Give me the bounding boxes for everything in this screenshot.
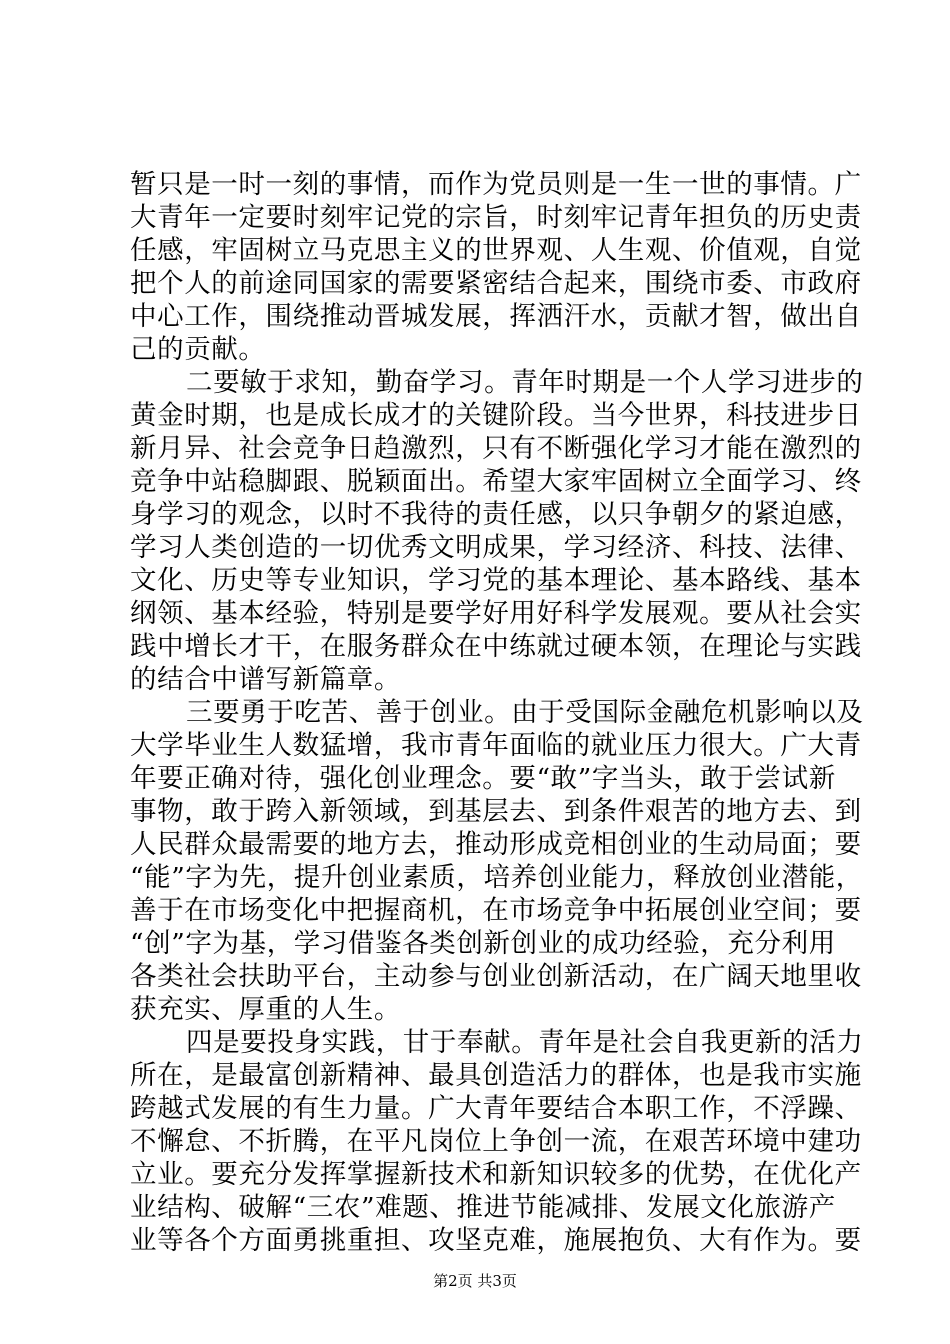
text-line: “能”字为先，提升创业素质，培养创业能力，释放创业潜能， <box>130 862 863 893</box>
text-line: 己的贡献。 <box>130 334 266 365</box>
text-line: 获充实、厚重的人生。 <box>130 994 401 1025</box>
text-line: 跨越式发展的有生力量。广大青年要结合本职工作，不浮躁、 <box>130 1093 862 1124</box>
text-line: 业结构、破解“三农”难题、推进节能减排、发展文化旅游产 <box>130 1192 836 1223</box>
text-line: “创”字为基，学习借鉴各类创新创业的成功经验，充分利用 <box>130 928 836 959</box>
text-line: 不懈怠、不折腾，在平凡岗位上争创一流，在艰苦环境中建功 <box>130 1126 862 1157</box>
text-line: 的结合中谱写新篇章。 <box>130 664 401 695</box>
paragraph-start-line: 三要勇于吃苦、善于创业。由于受国际金融危机影响以及 <box>186 697 864 728</box>
text-line: 业等各个方面勇挑重担、攻坚克难，施展抱负、大有作为。要 <box>130 1225 862 1256</box>
paragraph-start-line: 四是要投身实践，甘于奉献。青年是社会自我更新的活力 <box>186 1027 864 1058</box>
page-number-footer: 第2页 共3页 <box>433 1272 517 1290</box>
text-line: 立业。要充分发挥掌握新技术和新知识较多的优势，在优化产 <box>130 1159 862 1190</box>
text-line: 任感，牢固树立马克思主义的世界观、人生观、价值观，自觉 <box>130 235 862 266</box>
text-line: 竞争中站稳脚跟、脱颖面出。希望大家牢固树立全面学习、终 <box>130 466 862 497</box>
text-line: 人民群众最需要的地方去，推动形成竞相创业的生动局面；要 <box>130 829 862 860</box>
text-line: 大学毕业生人数猛增，我市青年面临的就业压力很大。广大青 <box>130 730 862 761</box>
text-line: 学习人类创造的一切优秀文明成果，学习经济、科技、法律、 <box>130 532 862 563</box>
text-line: 大青年一定要时刻牢记党的宗旨，时刻牢记青年担负的历史责 <box>130 202 862 233</box>
text-line: 善于在市场变化中把握商机，在市场竞争中拓展创业空间；要 <box>130 895 862 926</box>
text-line: 事物，敢于跨入新领域，到基层去、到条件艰苦的地方去、到 <box>130 796 862 827</box>
text-line: 暂只是一时一刻的事情，而作为党员则是一生一世的事情。广 <box>130 169 862 200</box>
text-line: 新月异、社会竞争日趋激烈，只有不断强化学习才能在激烈的 <box>130 433 862 464</box>
text-line: 身学习的观念，以时不我待的责任感，以只争朝夕的紧迫感， <box>130 499 862 530</box>
document-body <box>130 168 864 1257</box>
text-line: 黄金时期，也是成长成才的关键阶段。当今世界，科技进步日 <box>130 400 862 431</box>
paragraph-start-line: 二要敏于求知，勤奋学习。青年时期是一个人学习进步的 <box>186 367 864 398</box>
text-line: 中心工作，围绕推动晋城发展，挥洒汗水，贡献才智，做出自 <box>130 301 862 332</box>
text-line: 把个人的前途同国家的需要紧密结合起来，围绕市委、市政府 <box>130 268 862 299</box>
text-line: 文化、历史等专业知识，学习党的基本理论、基本路线、基本 <box>130 565 862 596</box>
text-line: 所在，是最富创新精神、最具创造活力的群体，也是我市实施 <box>130 1060 862 1091</box>
text-line: 纲领、基本经验，特别是要学好用好科学发展观。要从社会实 <box>130 598 862 629</box>
text-line: 践中增长才干，在服务群众在中练就过硬本领，在理论与实践 <box>130 631 862 662</box>
text-line: 各类社会扶助平台，主动参与创业创新活动，在广阔天地里收 <box>130 961 862 992</box>
text-line: 年要正确对待，强化创业理念。要“敢”字当头，敢于尝试新 <box>130 763 836 794</box>
